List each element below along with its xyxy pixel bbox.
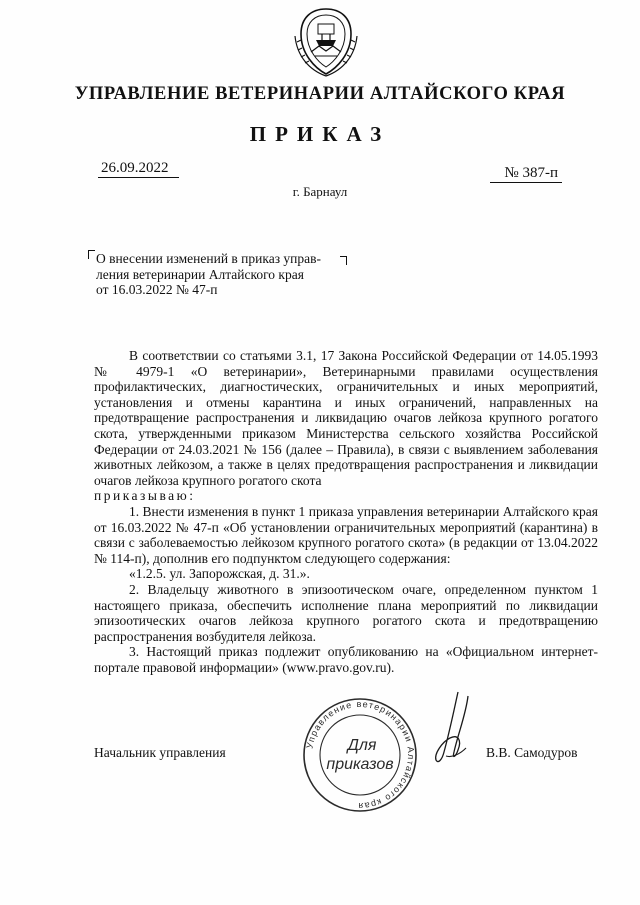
stamp-ring-text: Управление ветеринарии Алтайского края: [304, 698, 417, 812]
stamp-center-line: приказов: [326, 756, 394, 773]
stamp-center-line: Для: [347, 737, 377, 754]
document-body: [94, 348, 598, 675]
organization-name: УПРАВЛЕНИЕ ВЕТЕРИНАРИИ АЛТАЙСКОГО КРАЯ: [74, 84, 566, 104]
handwritten-signature: [428, 690, 474, 770]
subject-line: ления ветеринарии Алтайского края: [96, 266, 304, 282]
svg-text:Управление ветеринарии Алтайск: [304, 699, 416, 811]
document-type: ПРИКАЗ: [249, 122, 391, 146]
document-subject: [96, 251, 360, 298]
document-date: 26.09.2022: [98, 160, 179, 178]
city: г. Барнаул: [292, 184, 348, 199]
subject-line: О внесении изменений в приказ управ-: [96, 251, 322, 266]
document-number: № 387-п: [490, 165, 562, 183]
item-3-paragraph: 3. Настоящий приказ подлежит опубликованию на «Официальном интернет-портале правовой информации» (www.pravo.gov.ru).: [94, 644, 598, 675]
subject-bracket-left: [88, 250, 95, 259]
signer-name: В.В. Самодуров: [486, 745, 578, 760]
subject-line: от 16.03.2022 № 47-п: [96, 282, 218, 297]
preamble-paragraph: В соответствии со статьями 3.1, 17 Закона Российской Федерации от 14.05.1993 № 4979-1 «О ветеринарии», Ветеринарными правилами осуществления профилактических, диагностических, ограничительных и иных мероприятий, установления и отмены карантина и иных ограничений, направленных на предотвращение распространения и ликвидацию очагов лейкоза крупного рогатого скота, утвержденными приказом Министерства сельского хозяйства Российской Федерации от 24.03.2021 № 156 (далее – Правила), в связи с выявлением заболевания животных лейкозом, а также в целях предотвращения распространения и ликвидации очагов лейкоза крупного рогатого скота: [94, 348, 598, 488]
coat-of-arms-icon: [291, 6, 361, 78]
order-word: приказываю:: [94, 488, 196, 504]
signer-title: Начальник управления: [94, 745, 226, 760]
item-1-paragraph: 1. Внести изменения в пункт 1 приказа управления ветеринарии Алтайского края от 16.03.2022 № 47-п «Об установлении ограничительных мероприятий (карантина) в связи с заболеваемостью лейкозом крупного рогатого скота» (в редакции от 13.04.2022 № 114-п), дополнив его подпунктом следующего содержания:: [94, 503, 598, 566]
official-stamp: [300, 695, 420, 815]
item-2-paragraph: 2. Владельцу животного в эпизоотическом очаге, определенном пунктом 1 настоящего приказа, обеспечить исполнение плана мероприятий по ликвидации эпизоотических очагов лейкоза крупного рогатого скота и предотвращению распространения возбудителя лейкоза.: [94, 581, 598, 644]
item-1-subitem: «1.2.5. ул. Запорожская, д. 31.».: [129, 566, 310, 582]
